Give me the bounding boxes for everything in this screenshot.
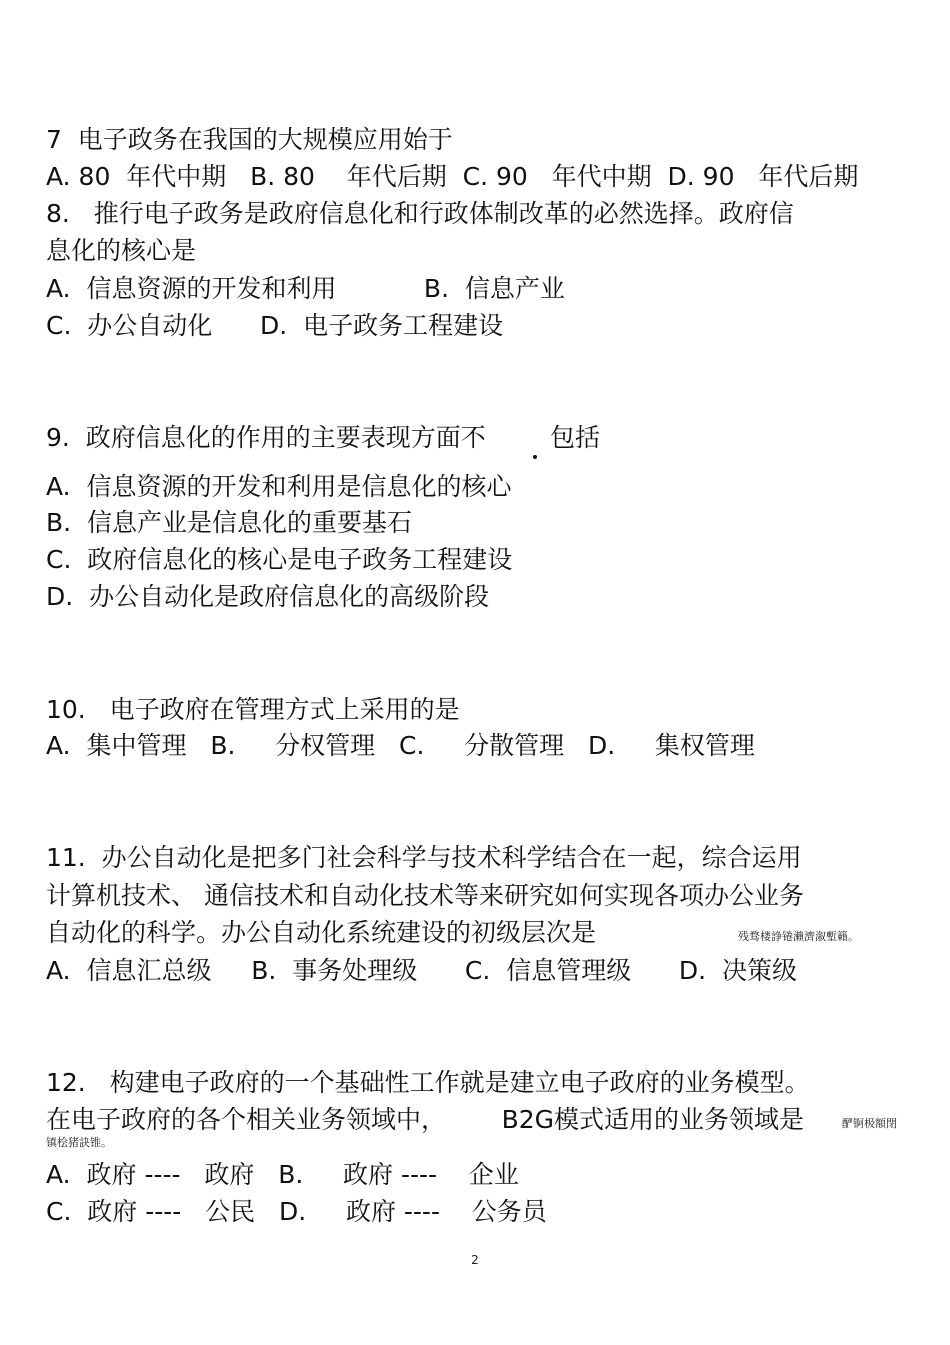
q12-noise-text-2: 镇桧猪訣锥。 — [46, 1136, 112, 1149]
q10-stem: 10. 电子政府在管理方式上采用的是 — [46, 695, 460, 724]
q8-options-line-2: C. 办公自动化 D. 电子政务工程建设 — [46, 311, 504, 340]
page-number: 2 — [471, 1253, 479, 1267]
q11-stem-line-2: 计算机技术、 通信技术和自动化技术等来研究如何实现各项办公业务 — [46, 881, 804, 910]
q8-stem-line-1: 8. 推行电子政务是政府信息化和行政体制改革的必然选择。政府信 — [46, 199, 794, 228]
q12-options-line-2: C. 政府 ---- 公民 D. 政府 ---- 公务员 — [46, 1197, 547, 1226]
q11-noise-text: 残骛楼諍锩瀨濟溆塹籟。 — [738, 930, 859, 943]
q11-options: A. 信息汇总级 B. 事务处理级 C. 信息管理级 D. 决策级 — [46, 956, 797, 985]
q8-stem-line-2: 息化的核心是 — [46, 236, 197, 265]
q8-options-line-1: A. 信息资源的开发和利用 B. 信息产业 — [46, 274, 565, 303]
q7-options: A. 80 年代中期 B. 80 年代后期 C. 90 年代中期 D. 90 年代后期 — [46, 162, 859, 191]
emphasis-dot — [533, 455, 537, 459]
q9-stem-end: 包括 — [550, 423, 601, 452]
q11-stem-line-1: 11. 办公自动化是把多门社会科学与技术科学结合在一起，综合运用 — [46, 843, 802, 872]
q9-option-d: D. 办公自动化是政府信息化的高级阶段 — [46, 582, 490, 611]
q12-stem-line-2: 在电子政府的各个相关业务领域中， B2G模式适用的业务领域是 — [46, 1105, 805, 1134]
q11-stem-line-3: 自动化的科学。办公自动化系统建设的初级层次是 — [46, 918, 597, 947]
q12-stem-line-1: 12. 构建电子政府的一个基础性工作就是建立电子政府的业务模型。 — [46, 1068, 810, 1097]
q12-options-line-1: A. 政府 ---- 政府 B. 政府 ---- 企业 — [46, 1160, 519, 1189]
q9-option-b: B. 信息产业是信息化的重要基石 — [46, 508, 412, 537]
q9-option-c: C. 政府信息化的核心是电子政务工程建设 — [46, 545, 513, 574]
q10-options: A. 集中管理 B. 分权管理 C. 分散管理 D. 集权管理 — [46, 731, 755, 760]
q9-stem: 9. 政府信息化的作用的主要表现方面不 — [46, 423, 486, 452]
q7-stem: 7 电子政务在我国的大规模应用始于 — [46, 125, 453, 154]
q12-noise-text-1: 酽锕极額閉 — [842, 1117, 897, 1130]
q9-option-a: A. 信息资源的开发和利用是信息化的核心 — [46, 472, 512, 501]
